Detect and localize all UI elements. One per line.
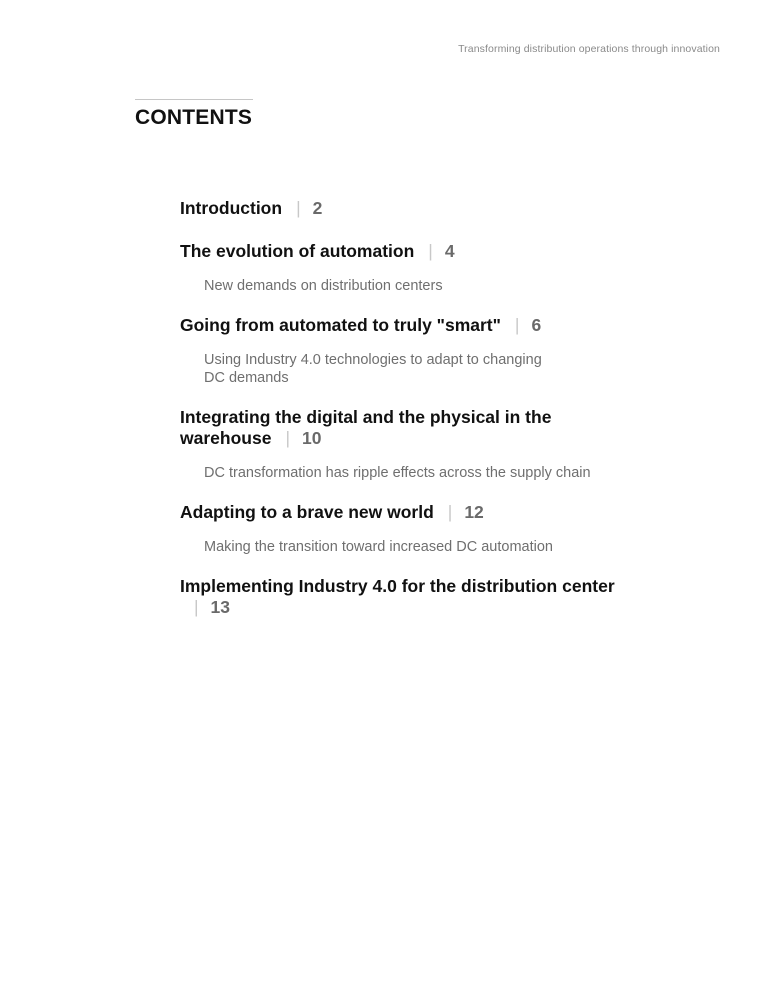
toc-entry-digital-and-physical[interactable] <box>180 407 625 482</box>
toc-page-number: 2 <box>312 198 323 218</box>
toc-subtitle: DC transformation has ripple effects across the supply chain <box>204 465 591 481</box>
contents-title: CONTENTS <box>135 106 253 129</box>
toc-separator: | <box>514 315 520 335</box>
toc-heading[interactable] <box>180 407 625 449</box>
toc-page-number: 4 <box>444 241 455 261</box>
toc-subtitle: New demands on distribution centers <box>204 278 443 294</box>
toc-heading-title[interactable]: Introduction <box>180 198 283 218</box>
running-header: Transforming distribution operations through innovation <box>458 43 720 55</box>
toc-heading-title[interactable]: Adapting to a brave new world <box>180 502 434 522</box>
toc-separator: | <box>447 502 453 522</box>
toc-heading-title[interactable]: Implementing Industry 4.0 for the distribution center <box>180 576 615 596</box>
toc-page-number: 10 <box>301 428 322 448</box>
toc-heading[interactable] <box>180 198 625 219</box>
toc-entry-evolution-of-automation[interactable] <box>180 241 625 295</box>
toc-separator: | <box>194 597 199 617</box>
toc-heading-title[interactable]: Going from automated to truly "smart" <box>180 315 501 335</box>
toc-entry-introduction[interactable] <box>180 198 625 219</box>
toc-page-number: 12 <box>464 502 484 522</box>
contents-divider <box>135 99 253 100</box>
toc-heading[interactable] <box>180 315 625 336</box>
toc-entry-automated-to-smart[interactable] <box>180 315 625 387</box>
toc-page-number: 6 <box>531 315 542 335</box>
table-of-contents <box>180 198 625 618</box>
toc-heading-title[interactable]: The evolution of automation <box>180 241 415 261</box>
toc-entry-implementing-industry-4[interactable] <box>180 576 625 618</box>
toc-heading[interactable] <box>180 241 625 262</box>
toc-subtitle: Using Industry 4.0 technologies to adapt to changing DC demands <box>204 352 542 386</box>
toc-separator: | <box>296 198 301 218</box>
toc-subtitle: Making the transition toward increased DC automation <box>204 539 553 555</box>
toc-separator: | <box>285 428 290 448</box>
toc-heading-title[interactable]: Integrating the digital and the physical in the warehouse <box>180 407 552 448</box>
toc-heading[interactable] <box>180 576 625 618</box>
toc-separator: | <box>428 241 433 261</box>
toc-page-number: 13 <box>210 597 231 617</box>
toc-entry-brave-new-world[interactable] <box>180 502 625 556</box>
toc-heading[interactable] <box>180 502 625 523</box>
